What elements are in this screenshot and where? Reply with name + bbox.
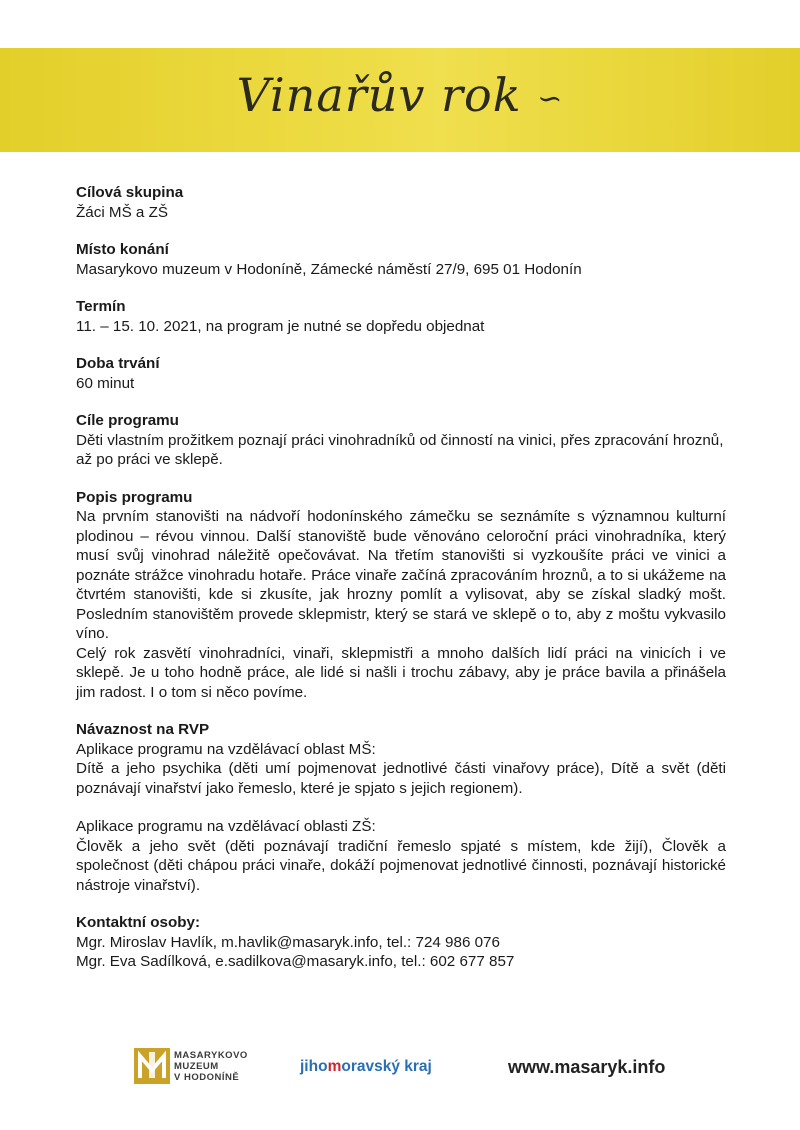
title-text: Vinařův rok xyxy=(236,68,522,122)
program-content xyxy=(76,183,726,990)
logo-line: V HODONÍNĚ xyxy=(174,1072,240,1083)
contacts-section xyxy=(76,913,726,972)
section-heading: Návaznost na RVP xyxy=(76,721,210,738)
museum-logo-icon xyxy=(134,1048,170,1084)
region-text-part: jiho xyxy=(300,1058,328,1075)
rvp-ms-text: Dítě a jeho psychika (děti umí pojmenovat jednotlivé části vinařovy práce), Dítě a svět (děti poznávají vinařství jako řemeslo, které je spjato s jejich regionem). xyxy=(76,760,726,797)
rvp-zs-text: Člověk a jeho svět (děti poznávají tradiční řemeslo spjaté s místem, kde žijí), Člověk a společnost (děti chápou práci vinaře, dokáží pojmenovat jednotlivé činnosti, poznávají historické nástroje vinařství). xyxy=(76,837,726,894)
footer xyxy=(0,1040,800,1100)
region-text-accent: m xyxy=(327,1058,342,1075)
venue-section xyxy=(76,240,726,279)
section-heading: Místo konání xyxy=(76,241,169,258)
website-link[interactable]: www.masaryk.info xyxy=(508,1057,666,1077)
contact-line: Mgr. Miroslav Havlík, m.havlik@masaryk.info, tel.: 724 986 076 xyxy=(76,933,500,951)
paragraph-gap xyxy=(76,798,726,817)
section-text: Masarykovo muzeum v Hodoníně, Zámecké náměstí 27/9, 695 01 Hodonín xyxy=(76,260,582,278)
section-heading: Cíle programu xyxy=(76,412,179,429)
museum-logo-text xyxy=(174,1050,248,1083)
target-group-section xyxy=(76,183,726,222)
goals-section xyxy=(76,411,726,470)
section-heading: Kontaktní osoby: xyxy=(76,914,201,931)
rvp-zs-intro: Aplikace programu na vzdělávací oblasti ZŠ: xyxy=(76,818,376,835)
description-paragraph-1: Na prvním stanovišti na nádvoří hodonínského zámečku se seznámíte s významnou kulturní plodinou – révou vinnou. Další stanoviště bude věnováno celoroční práci vinohradníka, který musí svůj vinohrad náležitě opečovávat. Na třetím stanovišti si vyzkoušíte práci ve vinici a poznáte strážce vinohradu hotaře. Práce vinaře začíná zpracováním hroznů, a to si ukážeme na čtvrtém stanovišti, kde si zkusíte, jak hrozny pomlít a vylisovat, aby se získal sladký mošt. Posledním stanovištěm provede sklepmistr, který se stará ve sklepě o to, aby z moštu vykvasilo víno. xyxy=(76,508,726,642)
section-heading: Termín xyxy=(76,298,126,315)
section-text: 11. – 15. 10. 2021, na program je nutné se dopředu objednat xyxy=(76,317,485,335)
contact-line: Mgr. Eva Sadílková, e.sadilkova@masaryk.info, tel.: 602 677 857 xyxy=(76,953,515,970)
region-logo xyxy=(300,1058,432,1076)
description-section xyxy=(76,488,726,703)
section-text: Žáci MŠ a ZŠ xyxy=(76,203,168,221)
rvp-section xyxy=(76,720,726,895)
swirl-ornament-icon: ∽ xyxy=(537,81,564,117)
section-heading: Popis programu xyxy=(76,488,193,506)
region-text-part: oravský kraj xyxy=(341,1058,432,1075)
duration-section xyxy=(76,354,726,393)
section-text: 60 minut xyxy=(76,374,135,392)
date-section xyxy=(76,297,726,336)
section-heading: Cílová skupina xyxy=(76,184,184,201)
logo-line: MUZEUM xyxy=(174,1061,219,1072)
section-text: Děti vlastním prožitkem poznají práci vinohradníků od činností na vinici, přes zpracování hroznů, až po práci ve sklepě. xyxy=(76,431,724,468)
section-heading: Doba trvání xyxy=(76,355,160,372)
page-title xyxy=(0,68,800,122)
rvp-ms-intro: Aplikace programu na vzdělávací oblast MŠ: xyxy=(76,740,376,758)
description-paragraph-2: Celý rok zasvětí vinohradníci, vinaři, sklepmistři a mnoho dalších lidí práci na vinicích i ve sklepě. Je u toho hodně práce, ale lidé si našli i trochu zábavy, aby je práce bavila a přinášela jim radost. I o tom si něco povíme. xyxy=(76,644,726,701)
logo-line: MASARYKOVO xyxy=(174,1050,248,1061)
